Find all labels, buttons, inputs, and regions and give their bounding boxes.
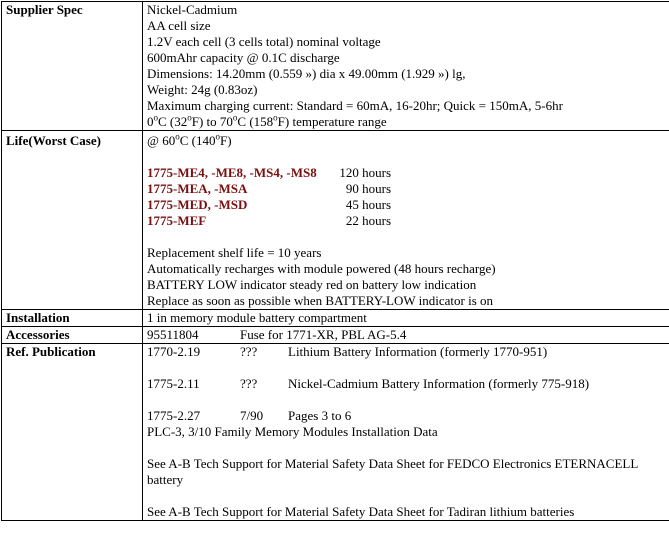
msds-fedco-line: See A-B Tech Support for Material Safety Data Sheet for FEDCO Electronics ETERNACELL battery — [147, 456, 638, 487]
life-note: BATTERY LOW indicator steady red on battery low indication — [147, 277, 477, 292]
ref-row: 1775-2.27 7/90 Pages 3 to 6 — [147, 408, 352, 423]
row-installation — [2, 310, 669, 327]
installation-value: 1 in memory module battery compartment — [143, 310, 669, 327]
spec-line: Dimensions: 14.20mm (0.559 ») dia x 49.00mm (1.929 ») lg, — [147, 66, 466, 81]
accessories-value: 95511804 Fuse for 1771-XR, PBL AG-5.4 — [143, 327, 669, 344]
plc-installation-line: PLC-3, 3/10 Family Memory Modules Installation Data — [147, 424, 438, 439]
life-model-row: 1775-MED, -MSD 45 hours — [147, 197, 391, 212]
row-life — [2, 131, 669, 310]
spec-line: Maximum charging current: Standard = 60mA, 16-20hr; Quick = 150mA, 5-6hr — [147, 98, 563, 113]
ref-publication-label: Ref. Publication — [2, 344, 143, 521]
life-label: Life(Worst Case) — [2, 131, 143, 310]
life-note: Replace as soon as possible when BATTERY-LOW indicator is on — [147, 293, 494, 308]
spec-line: Nickel-Cadmium — [147, 2, 238, 17]
spec-line: 1.2V each cell (3 cells total) nominal voltage — [147, 34, 381, 49]
row-accessories — [2, 327, 669, 344]
ref-row: 1775-2.11 ??? Nickel-Cadmium Battery Information (formerly 775-918) — [147, 376, 590, 391]
ref-row: 1770-2.19 ??? Lithium Battery Information (formerly 1770-951) — [147, 344, 548, 359]
life-model-row: 1775-MEA, -MSA 90 hours — [147, 181, 391, 196]
life-condition: @ 60$^o$C (140$^o$F) — [147, 131, 232, 148]
battery-spec-table — [1, 1, 669, 521]
row-supplier-spec — [2, 2, 669, 131]
supplier-spec-label: Supplier Spec — [2, 2, 143, 131]
spec-line: AA cell size — [147, 18, 211, 33]
life-note: Automatically recharges with module powered (48 hours recharge) — [147, 261, 496, 276]
spec-line: 600mAhr capacity @ 0.1C discharge — [147, 50, 340, 65]
installation-label: Installation — [2, 310, 143, 327]
accessories-label: Accessories — [2, 327, 143, 344]
life-model-row: 1775-MEF 22 hours — [147, 213, 391, 228]
life-note: Replacement shelf life = 10 years — [147, 245, 322, 260]
spec-line: Weight: 24g (0.83oz) — [147, 82, 258, 97]
life-model-row: 1775-ME4, -ME8, -MS4, -MS8 120 hours — [147, 165, 391, 180]
temperature-range-line: 0$^o$C (32$^o$F) to 70$^o$C (158$^o$F) temperature range — [147, 112, 387, 129]
msds-tadiran-line: See A-B Tech Support for Material Safety Data Sheet for Tadiran lithium batteries — [147, 504, 575, 519]
life-value — [143, 131, 669, 310]
supplier-spec-value — [143, 2, 669, 131]
ref-publication-value — [143, 344, 669, 521]
row-ref-publication — [2, 344, 669, 521]
